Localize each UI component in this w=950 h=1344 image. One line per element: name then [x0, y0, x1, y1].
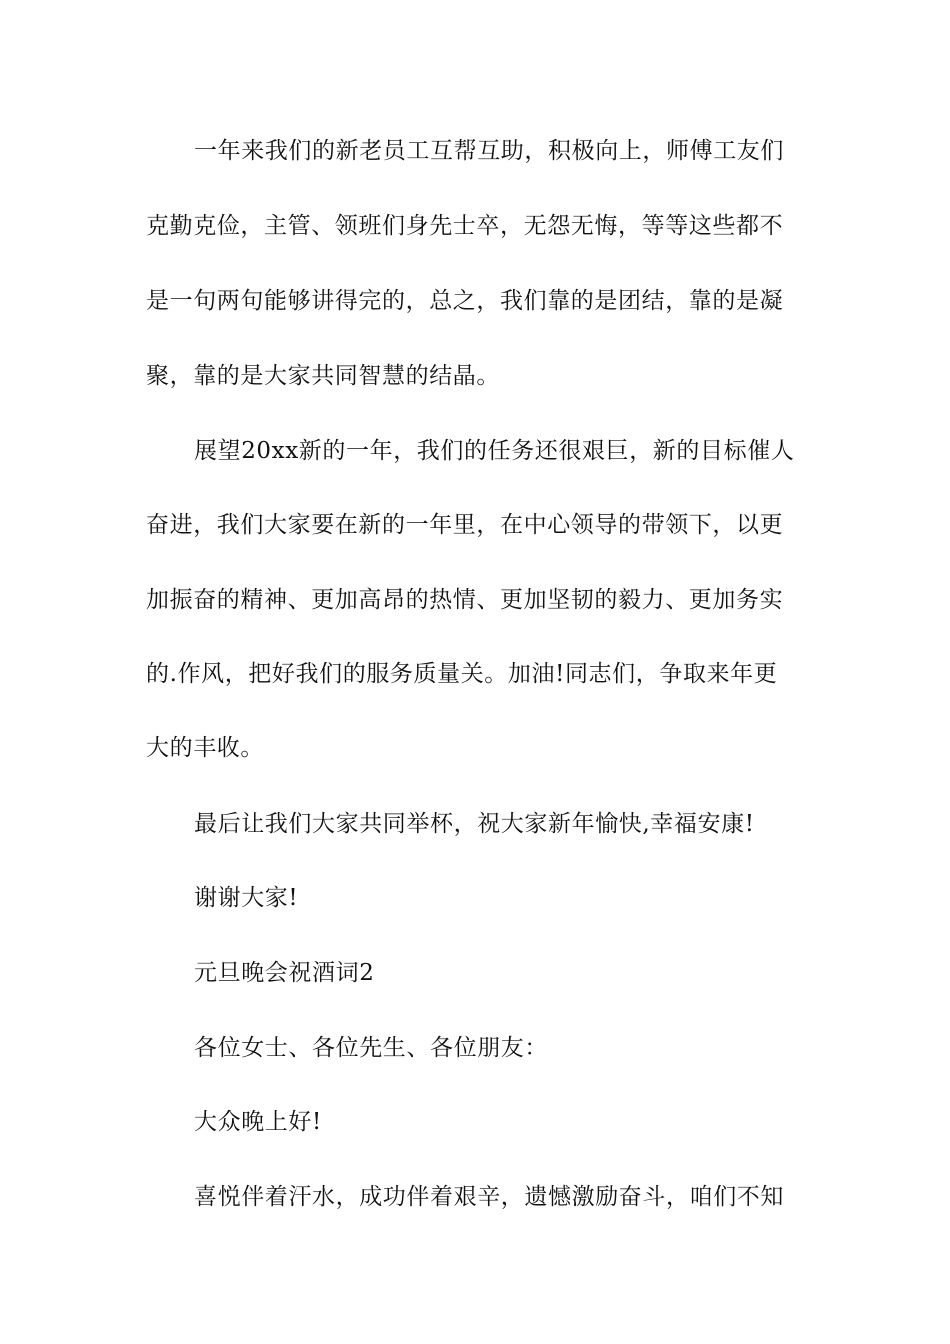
paragraph-2-line-1: 展望20xx新的一年，我们的任务还很艰巨，新的目标催人 — [194, 438, 795, 464]
paragraph-1-line-1: 一年来我们的新老员工互帮互助，积极向上，师傅工友们 — [194, 138, 784, 164]
section-heading: 元旦晚会祝酒词2 — [194, 960, 375, 986]
salutation: 各位女士、各位先生、各位朋友： — [194, 1035, 548, 1061]
paragraph-2-line-4: 的.作风，把好我们的服务质量关。加油!同志们，争取来年更 — [146, 661, 778, 687]
paragraph-last-line-1: 喜悦伴着汗水，成功伴着艰辛，遗憾激励奋斗，咱们不知 — [194, 1184, 784, 1210]
paragraph-1-line-3: 是一句两句能够讲得完的，总之，我们靠的是团结，靠的是凝 — [146, 288, 784, 314]
paragraph-2-line-3: 加振奋的精神、更加高昂的热情、更加坚韧的毅力、更加务实 — [146, 587, 784, 613]
greeting: 大众晚上好! — [194, 1109, 322, 1135]
paragraph-thanks: 谢谢大家! — [194, 885, 299, 911]
paragraph-1-line-2: 克勤克俭，主管、领班们身先士卒，无怨无悔，等等这些都不 — [146, 213, 784, 239]
paragraph-1-line-4: 聚，靠的是大家共同智慧的结晶。 — [146, 363, 500, 389]
paragraph-2-line-5: 大的丰收。 — [146, 735, 264, 761]
paragraph-3: 最后让我们大家共同举杯，祝大家新年愉快,幸福安康! — [194, 811, 755, 837]
paragraph-2-line-2: 奋进，我们大家要在新的一年里，在中心领导的带领下，以更 — [146, 512, 784, 538]
